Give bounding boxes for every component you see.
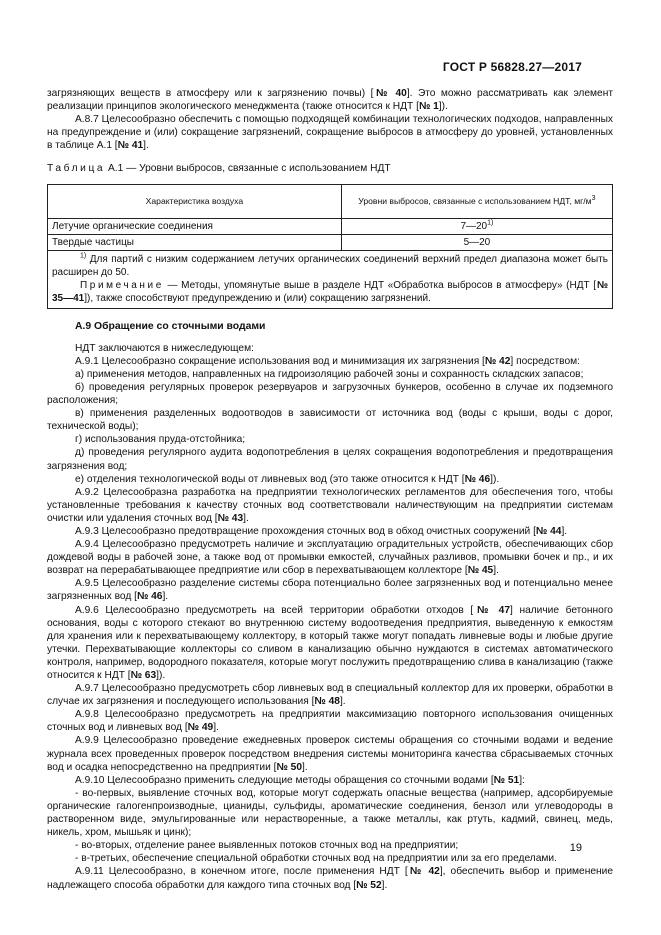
table-footnote-row [48,250,613,308]
text: ]. [493,565,499,577]
ref: № 52 [356,879,382,891]
text: ]), также способствуют предупреждению и (или) сокращению загрязнений. [84,292,431,304]
intro-paragraph [47,87,613,113]
text: ]. [381,879,388,891]
text: А.9.6 Целесообразно предусмотреть на всей территории обработки отходов [ [75,604,474,616]
table-row [48,234,613,250]
footnote-mark: 1) [80,252,87,260]
emissions-table [47,184,613,309]
paragraph: НДТ заключаются в нижеследующем: [75,342,254,354]
note-word: Примечание [80,279,164,291]
ref: № 43 [217,512,244,524]
paragraph-a94 [47,538,613,577]
text: ]. [561,525,568,537]
text: ]). [156,670,166,681]
dash-list-item: - во-вторых, отделение ранее выявленных потоков сточных вод на предприятии; [75,840,459,852]
dash-list-item: - во-первых, выявление сточных вод, которые могут содержать опасные вещества (например, адсорбируемые органические галогенпроизводные, цианиды, сульфиды, ароматические соединения, бензол или углеводороды в растворенном виде, эмульгированные или нерастворенные, а также металлы, как ртуть, кадмий, свинец, медь, никель, хром, мышьяк и цинк); [47,787,613,839]
table-header-cell: Характеристика воздуха [48,184,342,218]
ref: № 1 [418,101,439,113]
text: А.9.4 Целесообразно предусмотреть наличие и эксплуатацию оградительных устройств, обеспечивающих сбор дождевой воды в рабочей зоне, а также вод от промывки емкостей, случайных разливов, промывки бочек и пр., и их возврат на перерабатывающее предприятие или сбор в перехватывающем коллекторе [ [47,539,613,577]
text: ]. [339,696,346,708]
text: А.9.3 Целесообразно предотвращение прохождения сточных вод в обход очистных сооружений [ [75,525,536,537]
list-item: в) применения разделенных водоотводов в зависимости от источника вод (воды с крыши, воды с дорог, технической воды); [47,408,613,433]
text: ]: [519,774,525,786]
table-header-row [48,184,613,218]
text: А.9.1 Целесообразно сокращение использования вод и минимизация их загрязнения [ [75,355,485,367]
ref: № 40 [373,88,407,99]
text: А.9.10 Целесообразно применить следующие методы обращения со сточными водами [ [75,774,494,786]
unit-superscript: 3 [591,194,596,202]
dash-list-item: - в-третьих, обеспечение специальной обработки сточных вод на предприятии или за его пределами. [75,853,557,865]
footnote-ref: 1) [487,219,494,227]
paragraph-a911 [47,865,613,891]
text: А.9.5 Целесообразно разделение системы сбора потенциально более загрязненных вод и потенциально менее загрязненных вод [ [47,578,613,603]
paragraph-a91 [47,355,613,368]
page-content [47,87,613,892]
text: загрязняющих веществ в атмосферу или к загрязнению почвы) [ [47,88,374,99]
paragraph-a92 [47,486,613,525]
header-text: Уровни выбросов, связанные с использованием НДТ, мг/м [358,195,592,206]
paragraph-a98 [47,708,613,734]
caption-word: Таблица [47,163,106,175]
paragraph-a97 [47,682,613,708]
ref: № 46 [136,591,163,603]
paragraph-a87 [47,113,613,152]
table-footnote [52,253,608,279]
cell-value: 7—20 [460,220,488,232]
paragraph-a93 [47,525,613,538]
text: ]. [143,140,149,152]
ref: № 63 [130,670,157,681]
table-footnote-cell [48,250,613,308]
ref: № 49 [187,722,214,734]
ref: № 35—41 [52,279,609,304]
table-header-cell [341,184,612,218]
list-item [47,473,613,486]
ref: № 45 [467,565,494,577]
list-item: д) проведения регулярного аудита водопотребления в целях сокращения водопотребления и предотвращения загрязнения вод; [47,447,613,472]
list-item: а) применения методов, направленных на гидроизоляцию рабочей зоны и сохранность складских запасов; [75,368,584,380]
paragraph-a96 [47,604,613,683]
paragraph-a99 [47,734,613,773]
table-cell [341,218,612,234]
document-code: ГОСТ Р 56828.27—2017 [442,60,582,74]
list-item: б) проведения регулярных проверок резервуаров и загрузочных бункеров, особенно в случае их подземного расположения; [47,381,613,407]
text: ]. [213,722,219,734]
text: ]. [243,512,249,524]
text: А.9.11 Целесообразно, в конечном итоге, после применения НДТ [ [75,866,408,878]
table-row [48,218,613,234]
text: Для партий с низким содержанием летучих органических соединений верхний предел диапазона может быть расширен до 50. [52,253,608,278]
text: А.9.7 Целесообразно предусмотреть сбор ливневых вод в специальный коллектор для их проверки, обработки в случае их загрязнения и последующего использования [ [47,683,613,708]
text: ]). [438,101,448,113]
text: А.9.2 Целесообразна разработка на предприятии технологических регламентов для обеспечения того, чтобы установленные требования к качеству сточных вод соответствовали наличествующим на предприятии системам очистки или удаления сточных вод [ [47,486,613,524]
ref: № 46 [464,473,491,485]
text: ], обеспечить выбор и применение надлежащего способа обработки для каждого типа сточных вод [ [47,866,613,891]
page-number: 19 [569,842,582,854]
list-item: г) использования пруда-отстойника; [75,434,246,446]
text: ]. Это можно рассматривать как элемент реализации принципов экологического менеджмента (также относится к НДТ [ [47,88,613,113]
table-cell: Летучие органические соединения [48,218,342,234]
table-caption [47,162,613,175]
table-note [52,279,608,305]
ref: № 47 [473,604,511,616]
text: ]. [302,761,308,773]
ref: № 51 [493,774,520,786]
ref: № 41 [117,140,144,152]
ref: № 44 [535,525,562,537]
table-cell: 5—20 [341,234,612,250]
caption-text: А.1 — Уровни выбросов, связанные с использованием НДТ [105,163,391,175]
text: — Методы, упомянутые выше в разделе НДТ «Обработка выбросов в атмосферу» (НДТ [ [163,279,596,291]
text: А.8.7 Целесообразно обеспечить с помощью подходящей комбинации технологических подходов, направленных на предупреждение и (или) сокращение загрязнений, сокращение выбросов в атмосферу до уровней, установленных в таблице А.1 [ [47,114,613,152]
ref: № 42 [407,866,440,878]
text: ] посредством: [510,355,580,367]
ref: № 50 [276,761,302,773]
ref: № 48 [314,696,340,708]
text: е) отделения технологической воды от ливневых вод (это также относится к НДТ [ [75,473,465,485]
text: ]). [490,473,500,485]
text: А.9.8 Целесообразно предусмотреть на предприятии максимизацию повторного использования очищенных сточных вод и ливневых вод [ [47,709,613,734]
ref: № 42 [484,355,511,367]
text: ]. [162,591,169,603]
section-title: А.9 Обращение со сточными водами [75,320,266,332]
text: А.9.9 Целесообразно проведение ежедневных проверок системы обращения со сточными водами и ведение журнала всех проведенных проверок посредством внедрения системы мониторинга качества сбрасываемых сточных вод и осадка непосредственно на предприятии [ [47,735,613,773]
paragraph-a910 [47,774,613,787]
text: ] наличие бетонного основания, воды с которого стекают во внутреннюю систему водоотведения предприятия, выведенную к емкостям для хранения или к перехватывающему коллектору, в который также могут попадать ливневые воды и любые другие утечки. Перехватывающие коллекторы со сливом в канализацию обычно нуждаются в системах автоматического контроля, например, водородного показателя, которые могут послужить предотвращению слива в канализацию (также относится к НДТ [ [47,604,613,681]
table-cell: Твердые частицы [48,234,342,250]
paragraph-a95 [47,577,613,603]
